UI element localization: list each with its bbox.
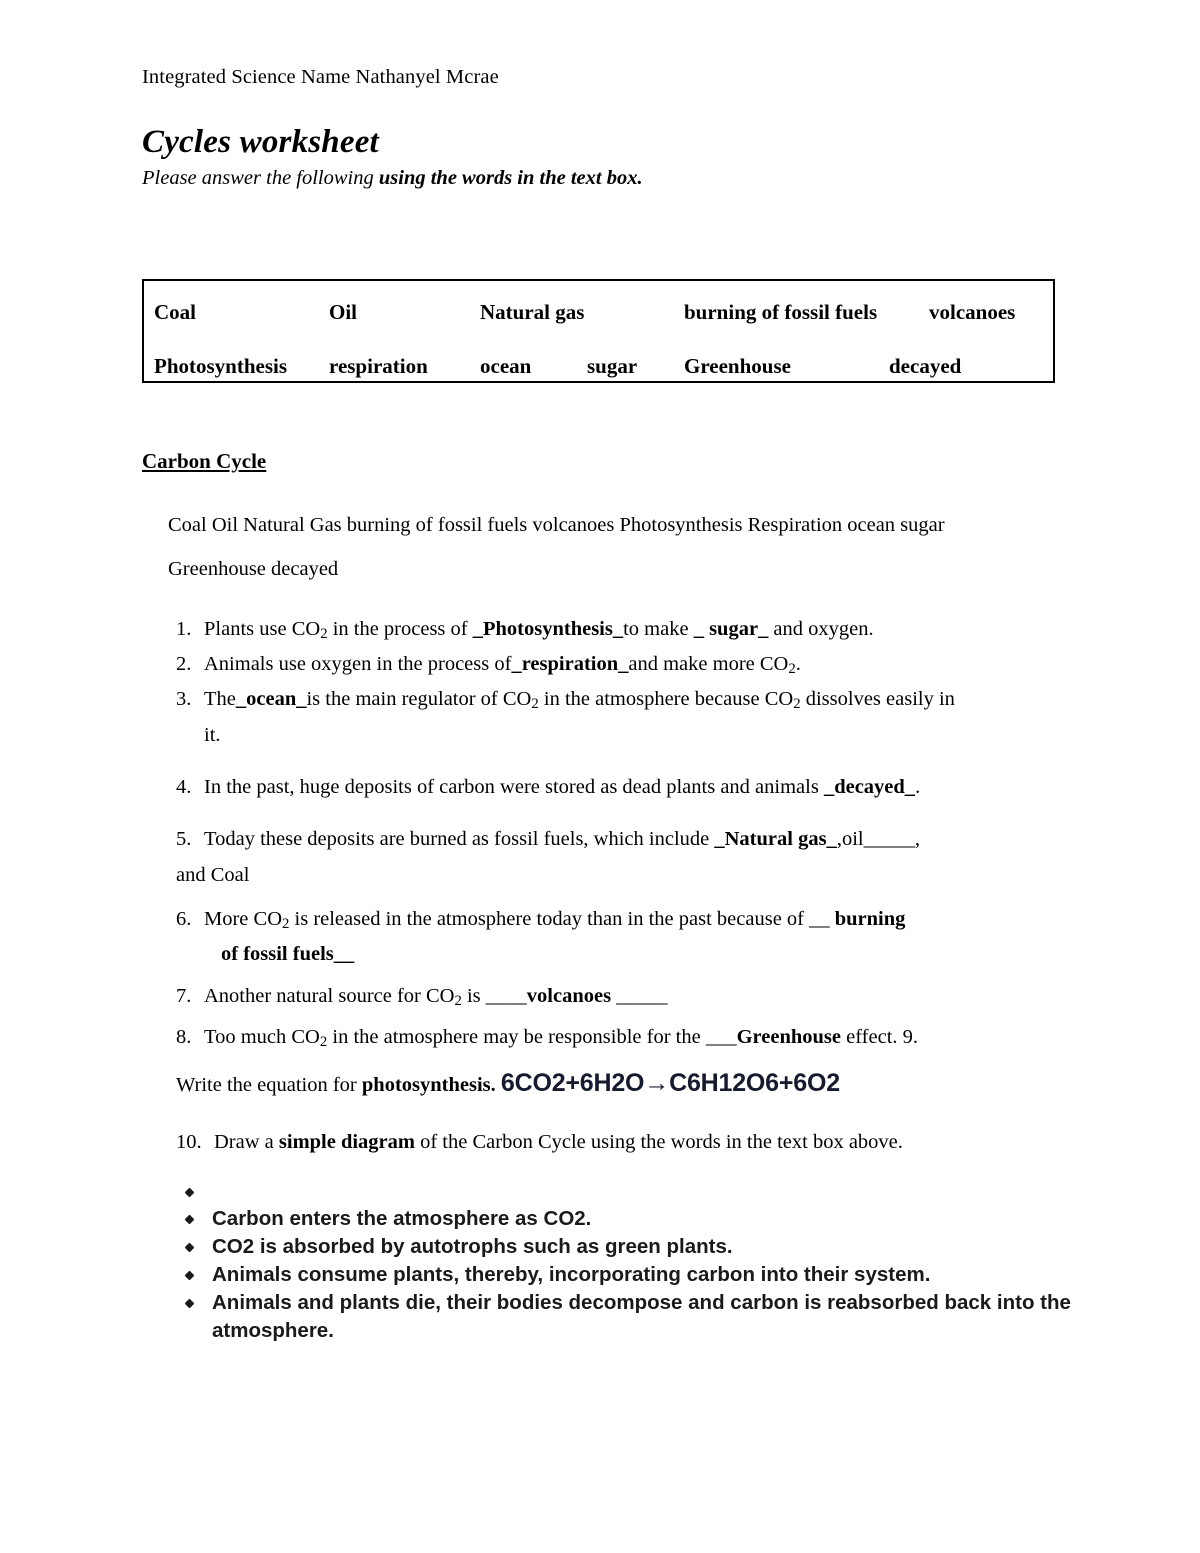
q5-answer-natural-gas: _Natural gas_	[714, 827, 837, 850]
word-bank-natural-gas: Natural gas	[480, 300, 585, 324]
course-and-student-line: Integrated Science Name Nathanyel Mcrae	[142, 66, 499, 88]
q1-answer-sugar: _ sugar_	[693, 618, 769, 640]
q2-text-c: .	[795, 653, 801, 676]
q4-answer-decayed: _decayed_	[823, 775, 916, 798]
q6-text-a: More CO	[204, 907, 283, 930]
bullet-item-empty	[176, 1183, 1076, 1205]
q8-sub-1: 2	[319, 1034, 328, 1051]
student-answer-bullet-list	[176, 1183, 1076, 1345]
q4-text-a: In the past, huge deposits of carbon were stored as dead plants and animals	[204, 775, 824, 798]
q3-answer-ocean: _ocean_	[235, 688, 307, 711]
word-bank-oil: Oil	[329, 300, 358, 324]
question-1	[176, 614, 1066, 649]
word-bank-greenhouse: Greenhouse	[684, 354, 791, 378]
bullet-item-4: Animals and plants die, their bodies decompose and carbon is reabsorbed back into the atmosphere.	[176, 1289, 1076, 1345]
word-bank-respiration: respiration	[329, 354, 428, 378]
q7-sub-1: 2	[454, 993, 462, 1010]
q6-answer-burning: burning	[834, 907, 906, 930]
question-3-line-2: it.	[204, 723, 221, 746]
q7-answer-volcanoes: volcanoes	[526, 984, 612, 1007]
question-4	[176, 772, 1066, 802]
q8-text-c: effect. 9.	[840, 1026, 919, 1049]
q3-text-c: in the atmosphere because CO	[538, 688, 794, 711]
question-8-number: 8.	[176, 1026, 192, 1049]
question-5-number: 5.	[176, 827, 192, 850]
q2-answer-respiration: _respiration_	[511, 653, 629, 676]
question-5	[176, 824, 1066, 854]
word-bank-ocean: ocean	[480, 354, 532, 378]
word-bank-photosynthesis: Photosynthesis	[154, 354, 288, 378]
section-heading-carbon-cycle: Carbon Cycle	[142, 449, 267, 473]
word-bank-coal: Coal	[154, 300, 196, 324]
question-1-number: 1.	[176, 618, 192, 640]
q7-text-c: _____	[611, 984, 668, 1007]
q1-text-a: Plants use CO	[204, 618, 321, 640]
question-2-number: 2.	[176, 653, 192, 676]
question-2	[176, 649, 1066, 684]
q3-sub-1: 2	[531, 696, 539, 713]
q6-text-b: is released in the atmosphere today than in the past because of __	[289, 907, 835, 930]
q7-text-b: is ____	[461, 984, 527, 1007]
q10-text-b: of the Carbon Cycle using the words in the text box above.	[414, 1131, 903, 1154]
question-10	[176, 1127, 1066, 1157]
q10-text-a: Draw a	[214, 1131, 279, 1154]
document-header	[142, 64, 1062, 191]
q6-answer-of-fossil-fuels: of fossil fuels__	[221, 942, 355, 965]
q9-text-a: Write the equation for	[176, 1074, 362, 1097]
word-bank-row-1	[144, 299, 1053, 329]
q4-text-b: .	[915, 775, 921, 798]
q1-text-c: to make	[623, 618, 694, 640]
q1-text-b: in the process of	[327, 618, 473, 640]
q5-text-b: ,oil_____,	[836, 827, 920, 850]
question-7	[176, 981, 1066, 1016]
question-3-number: 3.	[176, 688, 192, 711]
q2-text-b: and make more CO	[628, 653, 789, 676]
bullet-item-3: Animals consume plants, thereby, incorporating carbon into their system.	[176, 1261, 1076, 1289]
bullet-item-2: CO2 is absorbed by autotrophs such as green plants.	[176, 1233, 1076, 1261]
question-list	[176, 614, 1066, 1157]
question-5-line-2: and Coal	[176, 863, 250, 886]
word-bank-volcanoes: volcanoes	[929, 300, 1016, 324]
q5-text-a: Today these deposits are burned as fossil fuels, which include	[204, 827, 715, 850]
word-bank-sugar: sugar	[587, 354, 638, 378]
q3-text-a: The	[204, 688, 236, 711]
q7-text-a: Another natural source for CO	[204, 984, 455, 1007]
instructions-bold: using the words in the text box.	[378, 167, 643, 189]
word-bank-row-2	[144, 353, 1053, 383]
q2-text-a: Animals use oxygen in the process of	[204, 653, 512, 676]
q3-text-d: dissolves easily in	[800, 688, 955, 711]
q1-text-d: and oxygen.	[768, 618, 874, 640]
q3-sub-2: 2	[793, 696, 801, 713]
question-8	[176, 1022, 1066, 1057]
question-7-number: 7.	[176, 984, 192, 1007]
question-9	[176, 1065, 1066, 1103]
q10-bold-simple-diagram: simple diagram	[278, 1131, 415, 1154]
q8-text-a: Too much CO	[204, 1026, 320, 1049]
q1-sub-1: 2	[320, 626, 328, 643]
word-bank-decayed: decayed	[889, 354, 962, 378]
instructions-plain: Please answer the following	[142, 167, 379, 189]
page-title: Cycles worksheet	[142, 124, 379, 160]
instructions-line	[142, 165, 1062, 191]
q1-answer-photosynthesis: _Photosynthesis_	[472, 618, 624, 640]
q9-answer-equation: 6CO2+6H2O→C6H12O6+6O2	[500, 1069, 840, 1098]
question-6-number: 6.	[176, 907, 192, 930]
q9-bold-photosynthesis: photosynthesis.	[361, 1074, 496, 1097]
bullet-item-1: Carbon enters the atmosphere as CO2.	[176, 1205, 1076, 1233]
q3-text-b: is the main regulator of CO	[306, 688, 532, 711]
question-4-number: 4.	[176, 775, 192, 798]
question-6	[176, 904, 1066, 939]
q6-sub-1: 2	[282, 915, 290, 932]
word-bank-box	[142, 279, 1055, 383]
section-word-list: Coal Oil Natural Gas burning of fossil fuels volcanoes Photosynthesis Respiration ocean sugar Greenhouse decayed	[168, 514, 945, 580]
q2-sub-1: 2	[788, 661, 796, 678]
question-3	[176, 684, 1066, 719]
q8-answer-greenhouse: Greenhouse	[736, 1026, 841, 1049]
q8-text-b: in the atmosphere may be responsible for the ___	[327, 1026, 737, 1049]
word-bank-burning-of-fossil-fuels: burning of fossil fuels	[684, 300, 878, 324]
question-10-number: 10.	[176, 1131, 202, 1154]
question-6-line-2	[176, 939, 1066, 969]
